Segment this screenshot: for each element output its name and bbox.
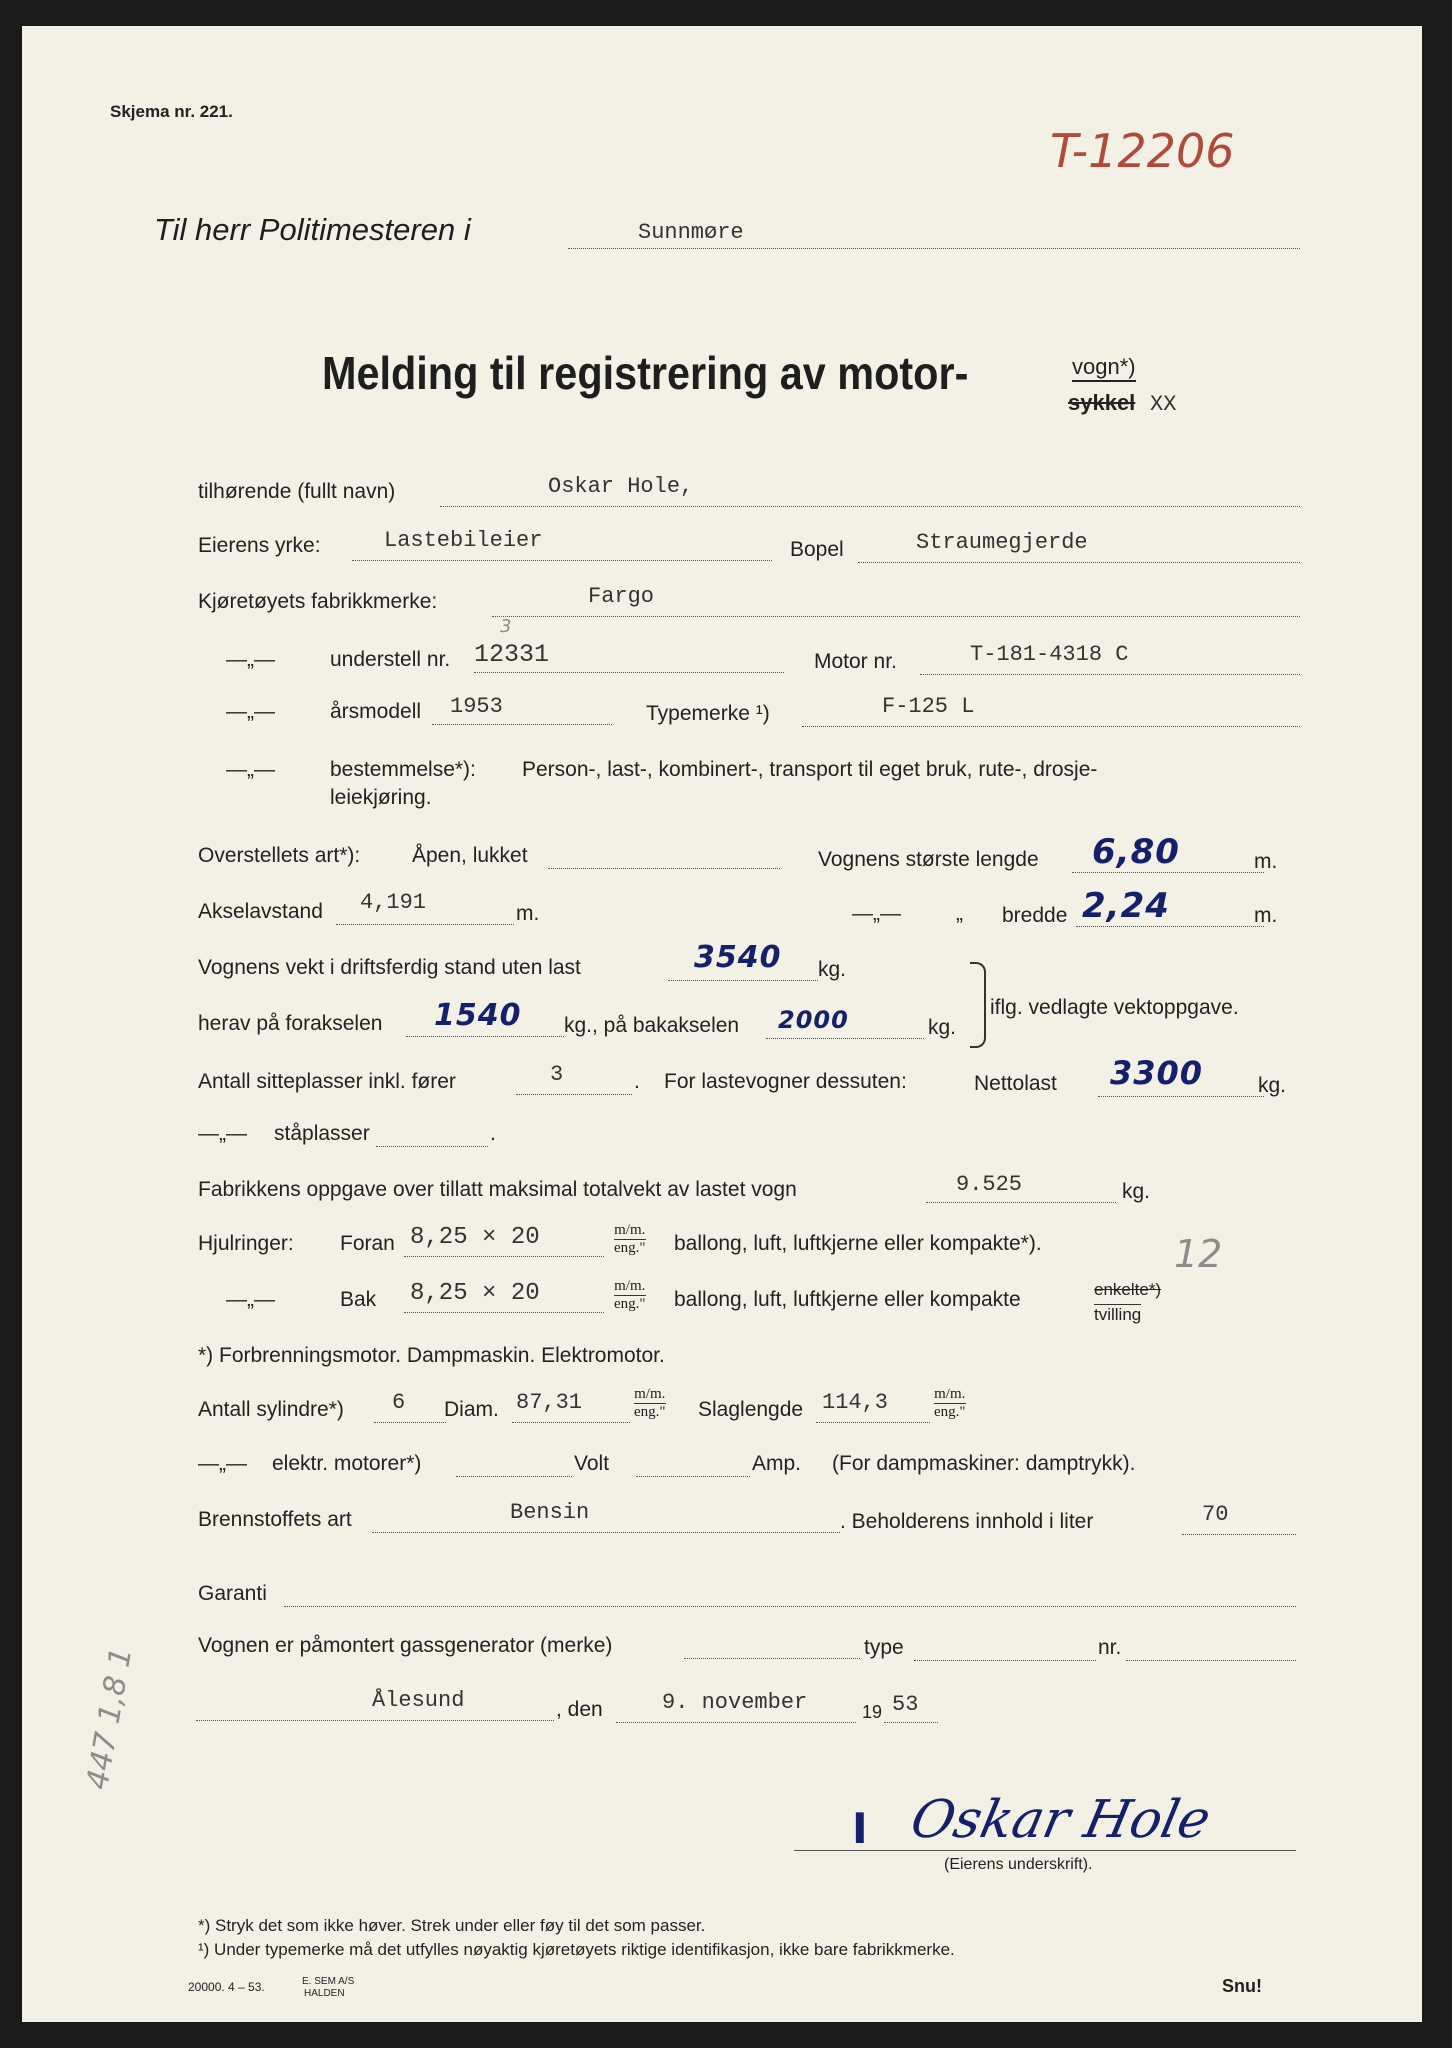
body-type-value: Åpen, lukket xyxy=(412,844,528,867)
tyres-front-label: Foran xyxy=(340,1232,395,1255)
width-line xyxy=(1076,926,1264,927)
rear-axle-label: kg., på bakakselen xyxy=(564,1014,740,1037)
date-value: 9. november xyxy=(662,1690,808,1715)
year-value: 1953 xyxy=(450,694,503,719)
year-ditto: —„— xyxy=(226,700,275,723)
type-label: Typemerke ¹) xyxy=(646,702,770,725)
tank-value: 70 xyxy=(1202,1502,1229,1527)
footnote-1: *) Stryk det som ikke høver. Strek under eller føy til det som passer. xyxy=(198,1916,706,1935)
purpose-text-2: leiekjøring. xyxy=(330,786,432,809)
title-xx: XX xyxy=(1150,392,1177,417)
length-unit: m. xyxy=(1254,850,1278,873)
truck-label: For lastevogner dessuten: xyxy=(664,1070,907,1093)
max-weight-line xyxy=(926,1202,1116,1203)
rear-axle-unit: kg. xyxy=(928,1016,957,1039)
max-weight-unit: kg. xyxy=(1122,1180,1151,1203)
gas-generator-line xyxy=(684,1658,860,1659)
standing-period: . xyxy=(490,1122,496,1145)
tyres-rear-line xyxy=(404,1312,604,1313)
fuel-value: Bensin xyxy=(510,1500,590,1525)
title-option-vogn: vogn*) xyxy=(1072,354,1136,382)
tyres-rear-unit-bottom: eng." xyxy=(614,1296,646,1312)
tyres-pencil-mark: 12 xyxy=(1174,1232,1223,1276)
tyres-single: enkelte*) xyxy=(1094,1280,1162,1299)
occupation-value: Lastebileier xyxy=(384,528,543,553)
max-weight-label: Fabrikkens oppgave over tillatt maksimal totalvekt av lastet vogn xyxy=(198,1178,797,1201)
empty-weight-unit: kg. xyxy=(818,958,847,981)
signature-line xyxy=(794,1850,1296,1851)
stroke-label: Slaglengde xyxy=(698,1398,804,1421)
margin-pencil-note: 447 1,8 1 xyxy=(80,1645,140,1793)
net-load-line xyxy=(1098,1096,1264,1097)
standing-ditto: —„— xyxy=(198,1122,247,1145)
addressee-line xyxy=(568,248,1300,249)
place-line xyxy=(196,1720,554,1721)
length-line xyxy=(1072,872,1264,873)
tyres-rear-ditto: —„— xyxy=(226,1288,275,1311)
form-number: Skjema nr. 221. xyxy=(110,102,233,121)
width-ditto: —„— xyxy=(852,902,901,925)
addressee-value: Sunnmøre xyxy=(638,220,744,245)
tyres-front-unit-top: m/m. xyxy=(614,1222,646,1238)
year-label: årsmodell xyxy=(330,700,422,723)
stroke-unit-top: m/m. xyxy=(934,1386,966,1402)
guarantee-line xyxy=(284,1606,1296,1607)
chassis-label: understell nr. xyxy=(330,648,451,671)
type-line xyxy=(802,726,1300,727)
addressee-label: Til herr Politimesteren i xyxy=(154,212,471,247)
owner-name-value: Oskar Hole, xyxy=(548,474,694,499)
width-quote: „ xyxy=(956,902,963,925)
standing-line xyxy=(376,1146,488,1147)
year-line xyxy=(432,724,612,725)
diameter-label: Diam. xyxy=(444,1398,499,1421)
tyres-front-value: 8,25 × 20 xyxy=(410,1224,540,1251)
chassis-ditto: —„— xyxy=(226,648,275,671)
net-load-unit: kg. xyxy=(1258,1074,1287,1097)
signature-caption: (Eierens underskrift). xyxy=(944,1856,1093,1873)
empty-weight-value: 3540 xyxy=(694,940,782,975)
max-weight-value: 9.525 xyxy=(956,1172,1023,1197)
width-value: 2,24 xyxy=(1082,886,1170,926)
volt-line xyxy=(636,1476,750,1477)
diameter-value: 87,31 xyxy=(516,1390,583,1415)
tyres-rear-label: Bak xyxy=(340,1288,377,1311)
seats-period: . xyxy=(634,1070,640,1093)
purpose-label: bestemmelse*): xyxy=(330,758,476,781)
make-line xyxy=(492,616,1300,617)
owner-name-label: tilhørende (fullt navn) xyxy=(198,480,396,503)
rear-axle-line xyxy=(766,1038,924,1039)
type-value: F-125 L xyxy=(882,694,975,719)
gas-generator-label: Vognen er påmontert gassgenerator (merke) xyxy=(198,1634,613,1657)
tyres-front-line xyxy=(404,1256,604,1257)
occupation-line xyxy=(352,560,772,561)
occupation-label: Eierens yrke: xyxy=(198,534,321,557)
purpose-text-1: Person-, last-, kombinert-, transport til eget bruk, rute-, drosje- xyxy=(522,758,1098,781)
amp-label: Amp. xyxy=(752,1452,802,1475)
cylinders-value: 6 xyxy=(392,1390,406,1415)
wheelbase-value: 4,191 xyxy=(360,890,427,915)
chassis-value: 12331 xyxy=(474,640,550,669)
empty-weight-label: Vognens vekt i driftsferdig stand uten last xyxy=(198,956,581,979)
make-value: Fargo xyxy=(588,584,655,609)
owner-name-line xyxy=(440,506,1300,507)
gas-number-label: nr. xyxy=(1098,1636,1122,1659)
electric-ditto: —„— xyxy=(198,1452,247,1475)
motor-line xyxy=(920,674,1300,675)
motor-label: Motor nr. xyxy=(814,650,897,673)
stroke-line xyxy=(816,1422,930,1423)
volt-label: Volt xyxy=(574,1452,610,1475)
steam-label: (For dampmaskiner: damptrykk). xyxy=(832,1452,1136,1475)
purpose-ditto: —„— xyxy=(226,758,275,781)
date-year-value: 53 xyxy=(892,1692,919,1717)
tyres-label: Hjulringer: xyxy=(198,1232,294,1255)
make-label: Kjøretøyets fabrikkmerke: xyxy=(198,590,438,613)
gas-type-line xyxy=(914,1660,1096,1661)
wheelbase-label: Akselavstand xyxy=(198,900,323,923)
front-axle-label: herav på forakselen xyxy=(198,1012,383,1035)
tank-line xyxy=(1182,1534,1296,1535)
printer-name: E. SEM A/S xyxy=(302,1976,355,1987)
tyres-front-unit-bottom: eng." xyxy=(614,1240,646,1256)
length-value: 6,80 xyxy=(1092,832,1180,872)
cylinders-label: Antall sylindre*) xyxy=(198,1398,344,1421)
tyres-front-unit xyxy=(614,1222,646,1257)
length-label: Vognens største lengde xyxy=(818,848,1039,871)
empty-weight-line xyxy=(668,980,818,981)
engine-types: *) Forbrenningsmotor. Dampmaskin. Elektromotor. xyxy=(198,1344,665,1367)
form-sheet xyxy=(22,26,1422,2022)
wheelbase-unit: m. xyxy=(516,902,540,925)
front-axle-line xyxy=(406,1036,564,1037)
width-unit: m. xyxy=(1254,904,1278,927)
tyres-rear-unit xyxy=(614,1278,646,1313)
tyres-rear-unit-top: m/m. xyxy=(614,1278,646,1294)
printer-city: HALDEN xyxy=(304,1988,345,1999)
form-title: Melding til registrering av motor- xyxy=(322,347,969,399)
seats-label: Antall sitteplasser inkl. fører xyxy=(198,1070,456,1093)
turn-over: Snu! xyxy=(1222,1976,1262,1996)
tyres-rear-value: 8,25 × 20 xyxy=(410,1280,540,1307)
diameter-unit-bottom: eng." xyxy=(634,1404,666,1420)
diameter-unit xyxy=(634,1386,666,1421)
wheelbase-line xyxy=(336,924,514,925)
print-run: 20000. 4 – 53. xyxy=(188,1980,265,1994)
residence-label: Bopel xyxy=(790,538,844,561)
chassis-pencil-mark: 3 xyxy=(500,616,512,637)
motor-value: T-181-4318 C xyxy=(970,642,1129,667)
body-type-label: Overstellets art*): xyxy=(198,844,361,867)
diameter-line xyxy=(512,1422,630,1423)
gas-number-line xyxy=(1126,1660,1296,1661)
seats-value: 3 xyxy=(550,1062,564,1087)
cylinders-line xyxy=(374,1422,446,1423)
seats-line xyxy=(516,1094,632,1095)
stroke-value: 114,3 xyxy=(822,1390,889,1415)
tyres-rear-kind: ballong, luft, luftkjerne eller kompakte xyxy=(674,1288,1021,1311)
fuel-line xyxy=(372,1532,840,1533)
tank-label: . Beholderens innhold i liter xyxy=(840,1510,1094,1533)
net-load-label: Nettolast xyxy=(974,1072,1057,1095)
weight-brace xyxy=(970,962,986,1048)
electric-label: elektr. motorer*) xyxy=(272,1452,422,1475)
residence-value: Straumegjerde xyxy=(916,530,1088,555)
date-year-line xyxy=(884,1722,938,1723)
place-value: Ålesund xyxy=(372,1688,465,1713)
front-axle-value: 1540 xyxy=(434,998,522,1033)
signature: Oskar Hole xyxy=(905,1790,1216,1850)
title-option-sykkel: sykkel xyxy=(1068,390,1136,415)
diameter-unit-top: m/m. xyxy=(634,1386,666,1402)
fuel-label: Brennstoffets art xyxy=(198,1508,352,1531)
footnote-2: ¹) Under typemerke må det utfylles nøyaktig kjøretøyets riktige identifikasjon, ikke bare fabrikkmerke. xyxy=(198,1940,955,1959)
guarantee-label: Garanti xyxy=(198,1582,267,1605)
weight-note: iflg. vedlagte vektoppgave. xyxy=(990,996,1239,1019)
tyres-front-kind: ballong, luft, luftkjerne eller kompakte*). xyxy=(674,1232,1042,1255)
chassis-line xyxy=(474,672,784,673)
stroke-unit xyxy=(934,1386,966,1421)
body-type-line xyxy=(548,868,780,869)
archive-number: T-12206 xyxy=(1050,124,1235,178)
date-line xyxy=(616,1722,856,1723)
date-year-prefix: 19 xyxy=(862,1702,883,1722)
signature-tick: I xyxy=(852,1804,869,1853)
electric-line xyxy=(456,1476,572,1477)
tyres-twin: tvilling xyxy=(1094,1305,1142,1324)
width-label: bredde xyxy=(1002,904,1068,927)
gas-type-label: type xyxy=(864,1636,904,1659)
date-den: , den xyxy=(556,1698,603,1721)
net-load-value: 3300 xyxy=(1110,1054,1204,1092)
residence-line xyxy=(858,562,1300,563)
stroke-unit-bottom: eng." xyxy=(934,1404,966,1420)
rear-axle-value: 2000 xyxy=(778,1006,849,1034)
standing-label: ståplasser xyxy=(274,1122,370,1145)
